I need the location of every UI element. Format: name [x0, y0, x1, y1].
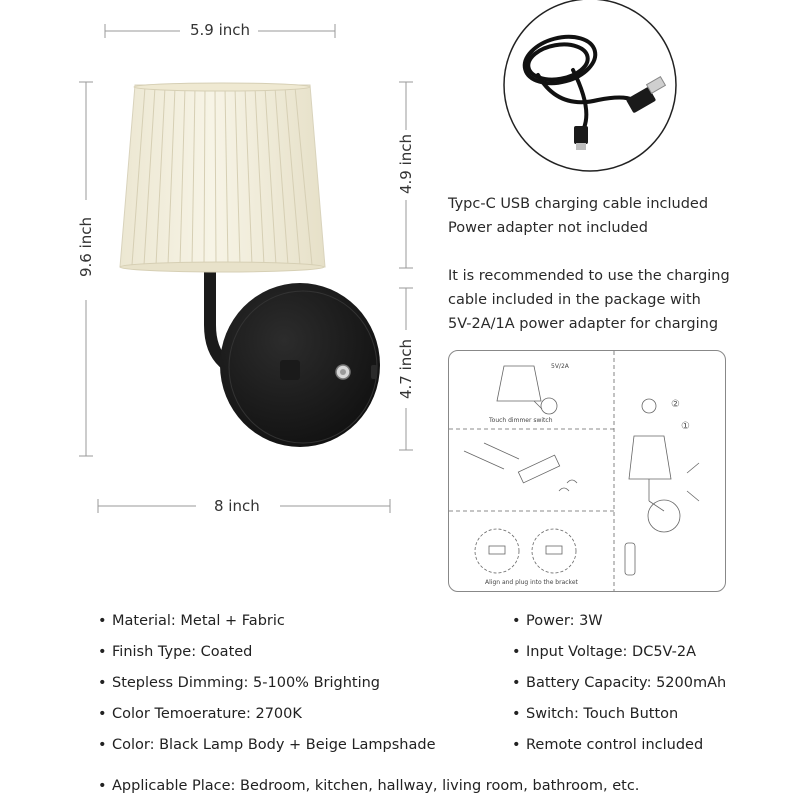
spec-item	[512, 737, 726, 768]
shade-height-label: 4.9 inch	[397, 133, 415, 195]
spec-battery: Battery Capacity: 5200mAh	[526, 675, 727, 691]
spec-dimming: Stepless Dimming: 5-100% Brighting	[112, 675, 381, 691]
height-total-label: 9.6 inch	[77, 216, 95, 278]
touch-switch-label: Touch dimmer switch	[489, 417, 553, 424]
spec-input-voltage: Input Voltage: DC5V-2A	[526, 644, 696, 660]
bullet: •	[98, 613, 107, 629]
spec-power: Power: 3W	[526, 613, 603, 629]
spec-item	[512, 706, 726, 737]
spec-applicable-place	[98, 778, 639, 794]
base-height-label: 4.7 inch	[397, 338, 415, 400]
cable-notes	[448, 192, 788, 336]
installation-drawing	[449, 351, 725, 591]
voltage-label: 5V/2A	[551, 363, 569, 370]
cable-included-text: Typc-C USB charging cable included	[448, 196, 709, 212]
bullet: •	[98, 675, 107, 691]
bullet: •	[512, 737, 521, 753]
width-bottom-label: 8 inch	[214, 497, 260, 515]
spec-color: Color: Black Lamp Body + Beige Lampshade	[112, 737, 436, 753]
spec-remote: Remote control included	[526, 737, 704, 753]
spec-item	[98, 613, 436, 644]
wall-lamp-image	[115, 75, 395, 470]
spec-item	[98, 706, 436, 737]
bullet: •	[98, 644, 107, 660]
spec-item	[98, 737, 436, 768]
spec-switch: Switch: Touch Button	[526, 706, 679, 722]
spec-material: Material: Metal + Fabric	[112, 613, 285, 629]
bullet: •	[512, 644, 521, 660]
bullet: •	[98, 778, 107, 794]
usb-cable-image	[498, 0, 683, 175]
spec-item	[512, 613, 726, 644]
bullet: •	[512, 675, 521, 691]
width-top-label: 5.9 inch	[190, 21, 251, 39]
step-1-label: ①	[681, 421, 690, 432]
align-label: Align and plug into the bracket	[485, 579, 578, 586]
spec-color-temperature: Color Temoerature: 2700K	[112, 706, 302, 722]
recommendation-line-3: 5V-2A/1A power adapter for charging	[448, 316, 719, 332]
bullet: •	[512, 613, 521, 629]
spec-applicable-text: Applicable Place: Bedroom, kitchen, hallway, living room, bathroom, etc.	[112, 778, 640, 794]
spec-item	[98, 675, 436, 706]
bullet: •	[98, 706, 107, 722]
bullet: •	[98, 737, 107, 753]
installation-diagram	[448, 350, 726, 592]
adapter-note-text: Power adapter not included	[448, 220, 648, 236]
spec-item	[98, 644, 436, 675]
specs-left	[98, 613, 436, 768]
recommendation-line-2: cable included in the package with	[448, 292, 701, 308]
spec-finish: Finish Type: Coated	[112, 644, 253, 660]
specs-right	[512, 613, 726, 768]
spec-item	[512, 675, 726, 706]
recommendation-line-1: It is recommended to use the charging	[448, 268, 730, 284]
bullet: •	[512, 706, 521, 722]
step-2-label: ②	[671, 399, 680, 410]
spec-item	[512, 644, 726, 675]
